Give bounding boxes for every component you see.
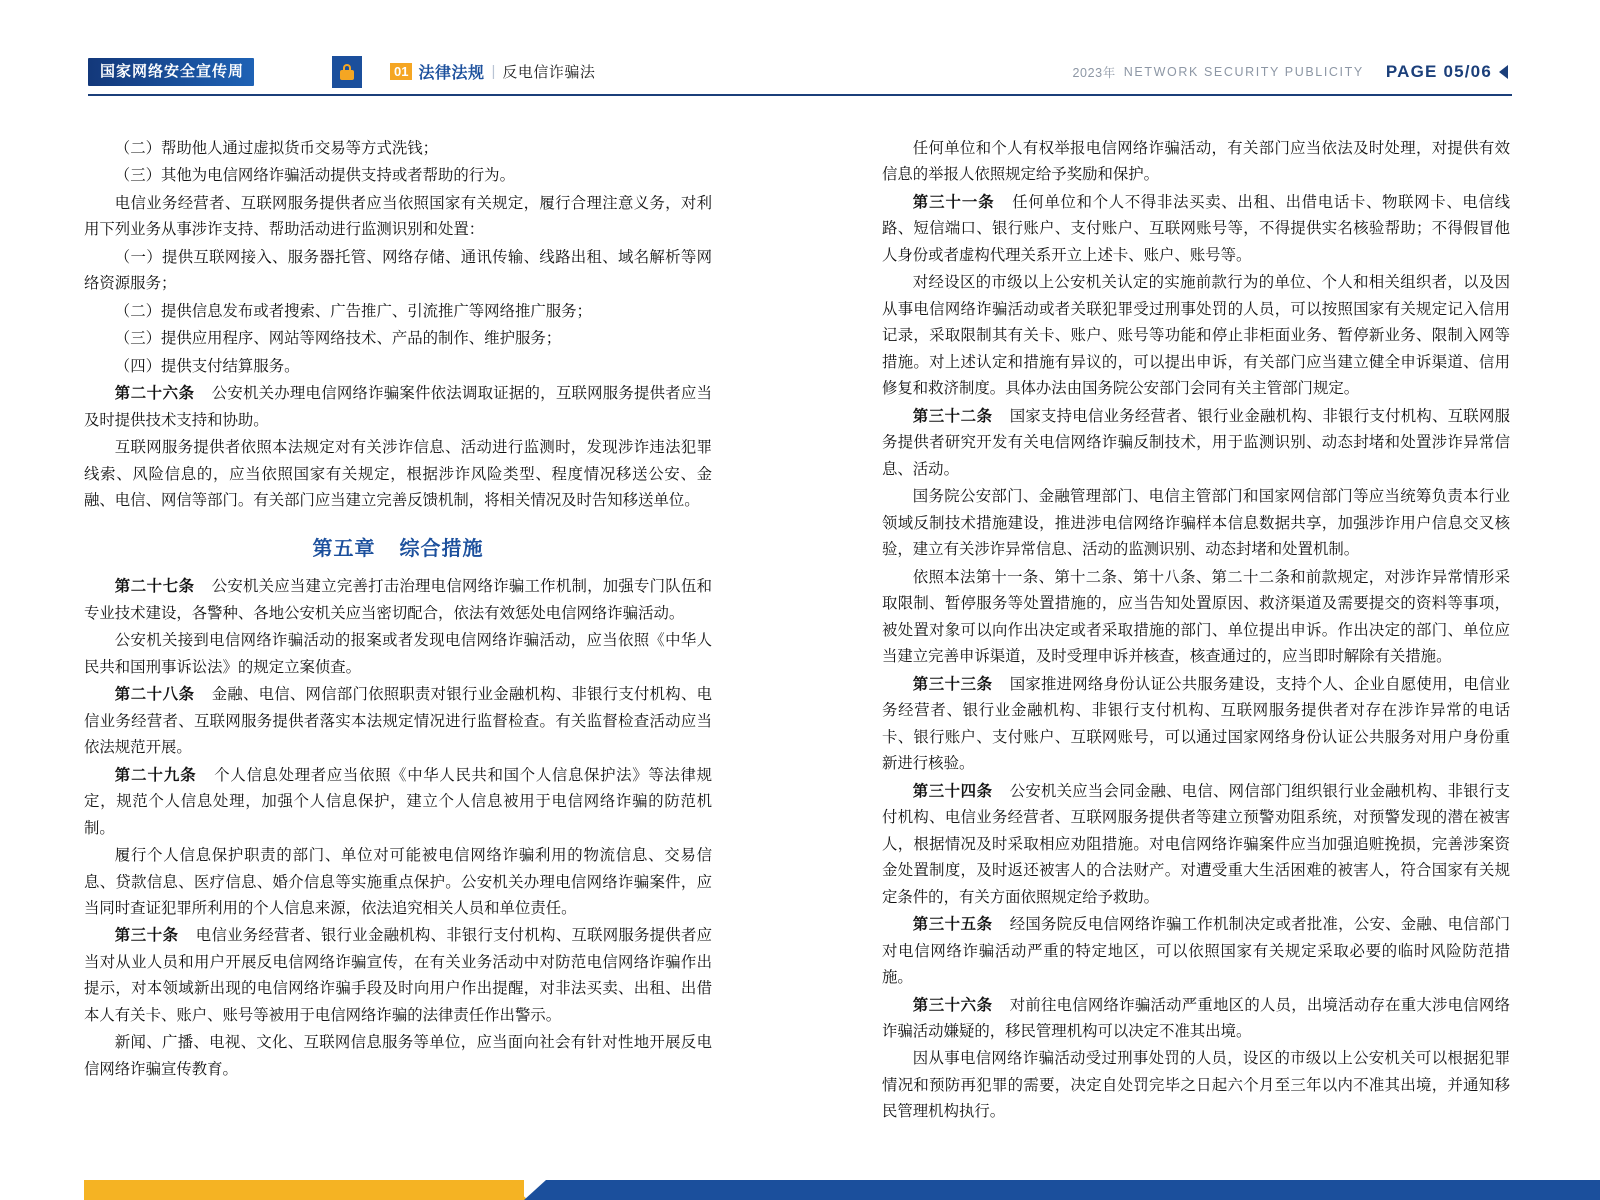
header-divider	[88, 94, 1512, 96]
paragraph	[882, 672, 1510, 778]
paragraph	[84, 326, 712, 352]
paragraph	[882, 136, 1510, 189]
article-number: 第三十三条	[912, 675, 993, 693]
left-column	[84, 136, 712, 1084]
paragraph-text: （四）提供支付结算服务。	[114, 357, 300, 375]
chapter-separator: |	[491, 62, 496, 80]
footer-yellow-bar	[84, 1180, 524, 1200]
brand-title: 国家网络安全宣传周	[100, 63, 245, 80]
paragraph	[882, 270, 1510, 402]
paragraph	[84, 136, 712, 162]
chapter-heading-title: 综合措施	[399, 537, 484, 560]
paragraph-text: 对前往电信网络诈骗活动严重地区的人员，出境活动存在重大涉电信网络诈骗活动嫌疑的，移民管理机构可以决定不准其出境。	[882, 996, 1510, 1040]
paragraph	[84, 435, 712, 514]
paragraph	[882, 779, 1510, 911]
paragraph-text: 国务院公安部门、金融管理部门、电信主管部门和国家网信部门等应当统筹负责本行业领域反制技术措施建设，推进涉电信网络诈骗样本信息数据共享，加强涉诈用户信息交叉核验，建立有关涉诈异常信息、活动的监测识别、动态封堵和处置机制。	[882, 488, 1510, 559]
paragraph-text: （三）提供应用程序、网站等网络技术、产品的制作、维护服务；	[114, 330, 562, 348]
paragraph-text: 公安机关应当会同金融、电信、网信部门组织银行业金融机构、非银行支付机构、电信业务经营者、互联网服务提供者等建立预警劝阻系统，对预警发现的潜在被害人，根据情况及时采取相应劝阻措施。对电信网络诈骗案件应当加强追赃挽损，完善涉案资金处置制度，及时返还被害人的合法财产。对遭受重大生活困难的被害人，符合国家有关规定条件的，有关方面依照规定给予救助。	[882, 782, 1510, 906]
brand-badge	[88, 58, 254, 86]
page-header	[88, 58, 1508, 94]
article-number: 第二十七条	[114, 578, 195, 596]
paragraph-text: 任何单位和个人有权举报电信网络诈骗活动，有关部门应当依法及时处理，对提供有效信息的举报人依照规定给予奖励和保护。	[882, 140, 1510, 184]
paragraph-text: 任何单位和个人不得非法买卖、出租、出借电话卡、物联网卡、电信线路、短信端口、银行账户、支付账户、互联网账号等，不得提供实名核验帮助；不得假冒他人身份或者虚构代理关系开立上述卡、账户、账号等。	[882, 193, 1510, 264]
article-number: 第三十四条	[912, 782, 993, 800]
footer-blue-slant	[524, 1180, 546, 1200]
article-number: 第三十条	[114, 927, 179, 945]
article-number: 第三十六条	[912, 996, 993, 1014]
paragraph	[84, 245, 712, 298]
paragraph	[84, 628, 712, 681]
chapter-tag	[390, 59, 595, 83]
paragraph	[84, 354, 712, 380]
paragraph	[882, 404, 1510, 483]
paragraph-text: 因从事电信网络诈骗活动受过刑事处罚的人员，设区的市级以上公安机关可以根据犯罪情况和预防再犯罪的需要，决定自处罚完毕之日起六个月至三年以内不准其出境，并通知移民管理机构执行。	[882, 1050, 1510, 1121]
paragraph-text: （二）提供信息发布或者搜索、广告推广、引流推广等网络推广服务；	[114, 302, 592, 320]
header-year: 2023年	[1072, 66, 1116, 80]
paragraph	[84, 923, 712, 1029]
paragraph-text: 国家推进网络身份认证公共服务建设，支持个人、企业自愿使用，电信业务经营者、银行业金融机构、非银行支付机构、互联网服务提供者对存在涉诈异常的电话卡、银行账户、支付账户、互联网账号，可以通过国家网络身份认证公共服务对用户身份重新进行核验。	[882, 675, 1510, 773]
paragraph	[84, 574, 712, 627]
paragraph-text: 公安机关接到电信网络诈骗活动的报案或者发现电信网络诈骗活动，应当依照《中华人民共和国刑事诉讼法》的规定立案侦查。	[84, 632, 712, 676]
lock-icon	[332, 56, 362, 88]
paragraph-text: 公安机关应当建立完善打击治理电信网络诈骗工作机制，加强专门队伍和专业技术建设，各警种、各地公安机关应当密切配合，依法有效惩处电信网络诈骗活动。	[84, 578, 712, 622]
paragraph-text: 电信业务经营者、互联网服务提供者应当依照国家有关规定，履行合理注意义务，对利用下列业务从事涉诈支持、帮助活动进行监测识别和处置：	[84, 194, 712, 239]
article-number: 第二十九条	[114, 766, 197, 784]
chapter-heading-number: 第五章	[312, 537, 376, 560]
paragraph	[882, 190, 1510, 269]
paragraph	[84, 843, 712, 922]
paragraph-text: 依照本法第十一条、第十二条、第十八条、第二十二条和前款规定，对涉诈异常情形采取限制、暂停服务等处置措施的，应当告知处置原因、救济渠道及需要提交的资料等事项，被处置对象可以向作出决定或者采取措施的部门、单位提出申诉。作出决定的部门、单位应当建立完善申诉渠道，及时受理申诉并核查，核查通过的，应当即时解除有关措施。	[882, 568, 1510, 666]
paragraph	[882, 484, 1510, 563]
article-number: 第三十五条	[912, 916, 993, 934]
paragraph	[882, 912, 1510, 991]
paragraph-text: 履行个人信息保护职责的部门、单位对可能被电信网络诈骗利用的物流信息、交易信息、贷款信息、医疗信息、婚介信息等实施重点保护。公安机关办理电信网络诈骗案件，应当同时查证犯罪所利用的个人信息来源，依法追究相关人员和单位责任。	[84, 847, 712, 917]
footer-white-gap	[0, 1166, 84, 1200]
footer-blue-bar	[546, 1180, 1600, 1200]
paragraph	[84, 163, 712, 189]
paragraph-text: 金融、电信、网信部门依照职责对银行业金融机构、非银行支付机构、电信业务经营者、互联网服务提供者落实本法规定情况进行监督检查。有关监督检查活动应当依法规范开展。	[84, 686, 712, 757]
chapter-label: 法律法规	[418, 64, 485, 82]
article-number: 第二十六条	[114, 385, 195, 403]
paragraph	[882, 993, 1510, 1046]
paragraph-text: 新闻、广播、电视、文化、互联网信息服务等单位，应当面向社会有针对性地开展反电信网络诈骗宣传教育。	[84, 1034, 712, 1078]
paragraph-text: 互联网服务提供者依照本法规定对有关涉诈信息、活动进行监测时，发现涉诈违法犯罪线索、风险信息的，应当依照国家有关规定，根据涉诈风险类型、程度情况移送公安、金融、电信、网信等部门。有关部门应当建立完善反馈机制，将相关情况及时告知移送单位。	[84, 439, 712, 510]
paragraph-text: 经国务院反电信网络诈骗工作机制决定或者批准，公安、金融、电信部门对电信网络诈骗活动严重的特定地区，可以依照国家有关规定采取必要的临时风险防范措施。	[882, 916, 1510, 987]
paragraph	[84, 299, 712, 325]
paragraph-text: 公安机关办理电信网络诈骗案件依法调取证据的，互联网服务提供者应当及时提供技术支持和协助。	[84, 385, 712, 429]
page-number: PAGE 05/06	[1385, 62, 1492, 81]
paragraph	[84, 381, 712, 434]
paragraph-text: （三）其他为电信网络诈骗活动提供支持或者帮助的行为。	[114, 167, 515, 185]
paragraph	[84, 191, 712, 244]
right-column	[882, 136, 1510, 1127]
lock-glyph	[340, 64, 354, 80]
paragraph	[84, 682, 712, 761]
paragraph-text: 国家支持电信业务经营者、银行业金融机构、非银行支付机构、互联网服务提供者研究开发有关电信网络诈骗反制技术，用于监测识别、动态封堵和处置涉诈异常信息、活动。	[882, 407, 1510, 478]
paragraph	[84, 1030, 712, 1083]
article-number: 第三十一条	[912, 193, 995, 211]
article-number: 第二十八条	[114, 686, 195, 704]
chapter-number: 01	[390, 63, 412, 80]
paragraph	[84, 763, 712, 842]
chapter-heading	[84, 532, 712, 566]
paragraph-text: 电信业务经营者、银行业金融机构、非银行支付机构、互联网服务提供者应当对从业人员和用户开展反电信网络诈骗宣传，在有关业务活动中对防范电信网络诈骗作出提示，对本领域新出现的电信网络诈骗手段及时向用户作出提醒，对非法买卖、出租、出借本人有关卡、账户、账号等被用于电信网络诈骗的法律责任作出警示。	[84, 927, 712, 1024]
page-footer	[0, 1166, 1600, 1200]
lock-body	[340, 70, 354, 80]
chapter-subtitle: 反电信诈骗法	[502, 63, 596, 81]
paragraph-text: （一）提供互联网接入、服务器托管、网络存储、通讯传输、线路出租、域名解析等网络资源服务；	[84, 248, 712, 293]
paragraph-text: 个人信息处理者应当依照《中华人民共和国个人信息保护法》等法律规定，规范个人信息处理，加强个人信息保护，建立个人信息被用于电信网络诈骗的防范机制。	[84, 766, 712, 837]
header-english-title: NETWORK SECURITY PUBLICITY	[1123, 65, 1364, 79]
triangle-right-icon	[1499, 65, 1508, 79]
paragraph-text: 对经设区的市级以上公安机关认定的实施前款行为的单位、个人和相关组织者，以及因从事电信网络诈骗活动或者关联犯罪受过刑事处罚的人员，可以按照国家有关规定记入信用记录，采取限制其有关卡、账户、账号等功能和停止非柜面业务、暂停新业务、限制入网等措施。对上述认定和措施有异议的，可以提出申诉，有关部门应当建立健全申诉渠道、信用修复和救济制度。具体办法由国务院公安部门会同有关主管部门规定。	[882, 274, 1510, 398]
article-number: 第三十二条	[912, 407, 993, 425]
paragraph-text: （二）帮助他人通过虚拟货币交易等方式洗钱；	[114, 140, 439, 157]
paragraph	[882, 1046, 1510, 1125]
paragraph	[882, 565, 1510, 671]
header-right	[1072, 60, 1508, 84]
